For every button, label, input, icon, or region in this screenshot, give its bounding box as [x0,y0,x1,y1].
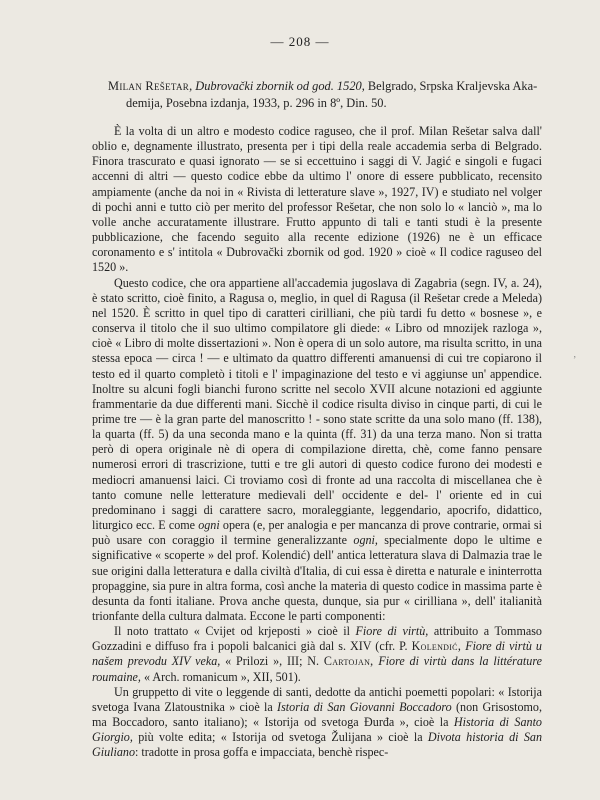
paragraph-2-text: Questo codice, che ora appartiene all'accademia jugoslava di Zagabria (segn. IV, a. 24), è stato scritto, cioè finito, a Ragusa o, meglio, in quel di Ragusa (il Rešetar crede a Meleda) nel 1520. È scritto in quel tipo di caratteri cirilliani, che più tardi fu detto « bosnese », e conserva il titolo che il suo ultimo compilatore gli diede: « Libro od mnozijek razloga », cioè « Libro di molte dissertazioni ». Non è opera di un solo autore, ma risulta scritto, in una stessa epoca — circa ! — e ultimato da quattro differenti amanuensi di cui tre copiarono il testo ed il quarto completò i titoli e l' impaginazione del testo e vi aggiunse un' appendice. Inoltre su alcuni fogli bianchi furono scritte nel secolo XVII alcune notazioni ed aggiunte frammentarie da due differenti mani. Sicchè il codice risulta diviso in cinque parti, di cui le prime tre — è la gran parte del manoscritto ! - sono state scritte da una solo mano (ff. 138), la quarta (ff. 5) da una seconda mano e la quinta (ff. 31) da una terza mano. Non si tratta però di opera originale nè di opera di compilazione diretta, chè, come fanno pensare numerosi errori di trascrizione, tutti e tre gli autori di questo codice furono dei modesti e mediocri amanuensi laici. Ci troviamo così di fronte ad una raccolta di miscellanea che è tanto comune nelle letterature medievali dell' occidente e del- l' oriente ed in cui predominano i saggi di carattere sacro, moraleggiante, leggendario, apocrifo, didattico, liturgico ecc. E come [92,275,542,533]
p3-title-fiore: Fiore di virtù, [355,624,429,639]
p4-text-d: : tradotte in prosa goffa e impacciata, benchè rispec- [135,745,389,760]
paragraph-3 [92,624,542,685]
p4-text-b: (non Grisostomo, ma Boccadoro, santo italiano); « Istorija od svetoga Đurđa », cioè la [92,699,542,730]
p3-author-cartojan: Cartojan, [323,654,374,669]
p4-title-3: Divota historia di San Giuliano [92,730,543,760]
p4-text-a: Un gruppetto di vite o leggende di santi, dedotte da antichi poemetti popolari: « Istorija svetoga Ivana Zlatoustnika » cioè la [92,684,542,714]
page-number: — 208 — [270,34,330,49]
paragraph-2-mid: opera (e, per analogia e per mancanza di prove contrarie, ormai si può usare con coraggio il termine generalizzante [92,518,542,548]
paragraph-2-end: specialmente dopo le ultime e significative « scoperte » del prof. Kolendić) dell' antica letteratura slava di Dalmazia trae le sue origini dalla letteratura e dalla civiltà d'Italia, di cui essa è diretta e naturale e ininterrotta propaggine, sia pure in altra forma, così anche la materia di questo codice in massima parte è desunta da fonti italiane. Prova anche questa, dunque, sia pur « cirilliana », dell' italianità trionfante della cultura dalmata. Eccone le parti componenti: [92,533,542,623]
paragraph-1: È la volta di un altro e modesto codice raguseo, che il prof. Milan Rešetar salva dall' oblio e, degnamente illustrato, presenta per i tipi della reale accademia serba di Belgrado. Finora trascurato e quasi ignorato — se si eccettuino i saggi di V. Jagić e singoli e fugaci accenni di altri — questo codice ebbe da ultimo l' onore di essere pubblicato, recensito ampiamente (anche da noi in « Rivista di letterature slave », 1927, IV) e studiato nel volger di pochi anni e tutto ciò per merito del professor Rešetar, che non solo lo « lanciò », ma lo volle anche accuratamente illustrare. Frutto appunto di tali e tanti studi è la presente pubblicazione, che facendo seguito alla recente edizione (1926) ne è un efficace coronamento e s' intitola « Dubrovački zbornik od god. 1920 » cioè « Il codice raguseo del 1520 ». [92,124,542,275]
reference-author: Milan Rešetar [108,79,190,93]
reference-publisher: , Belgrado, Srpska Kraljevska Aka- [361,79,538,93]
paragraph-2 [92,276,542,625]
reference-details: demija, Posebna izdanja, 1933, p. 296 in 8º, Din. 50. [126,96,387,110]
italic-ogni-1: ogni [198,518,220,533]
bibliographic-reference: Milan Rešetar, Dubrovački zbornik od god. 1520, Belgrado, Srpska Kraljevska Aka- demija, Posebna izdanja, 1933, p. 296 in 8º, Din. 50. [108,79,538,110]
margin-pencil-mark: ’ [573,355,577,366]
p3-title-fiore-3: Fiore di virtù dans la littérature roumaine, [92,654,542,684]
paragraph-4 [92,685,542,761]
review-text [92,124,542,761]
p3-title-fiore-2: Fiore di virtù u našem prevodu XIV veka, [92,639,542,669]
p3-text-b: attribuito a Tommaso Gozzadini e diffuso fra i popoli balcanici già dal s. XIV (cfr. P. [92,624,542,654]
p3-text-a: Il noto trattato « Cvijet od krjeposti » cioè il [114,624,350,639]
italic-ogni-2: ogni, [353,533,378,548]
p4-title-2: Historia di Santo Giorgio, [92,715,542,745]
p3-author-kolendic: Kolendić, [411,639,462,654]
p3-text-d: « Arch. romanicum », XII, 501). [143,669,301,684]
p3-text-c: « Prilozi », III; N. [225,654,320,669]
p4-title-1: Istoria di San Giovanni Boccadoro [277,699,452,714]
reference-title: Dubrovački zbornik od god. 1520 [195,79,362,93]
p4-text-c: più volte edita; « Istorija od svetoga Žulijana » cioè la [138,730,423,745]
